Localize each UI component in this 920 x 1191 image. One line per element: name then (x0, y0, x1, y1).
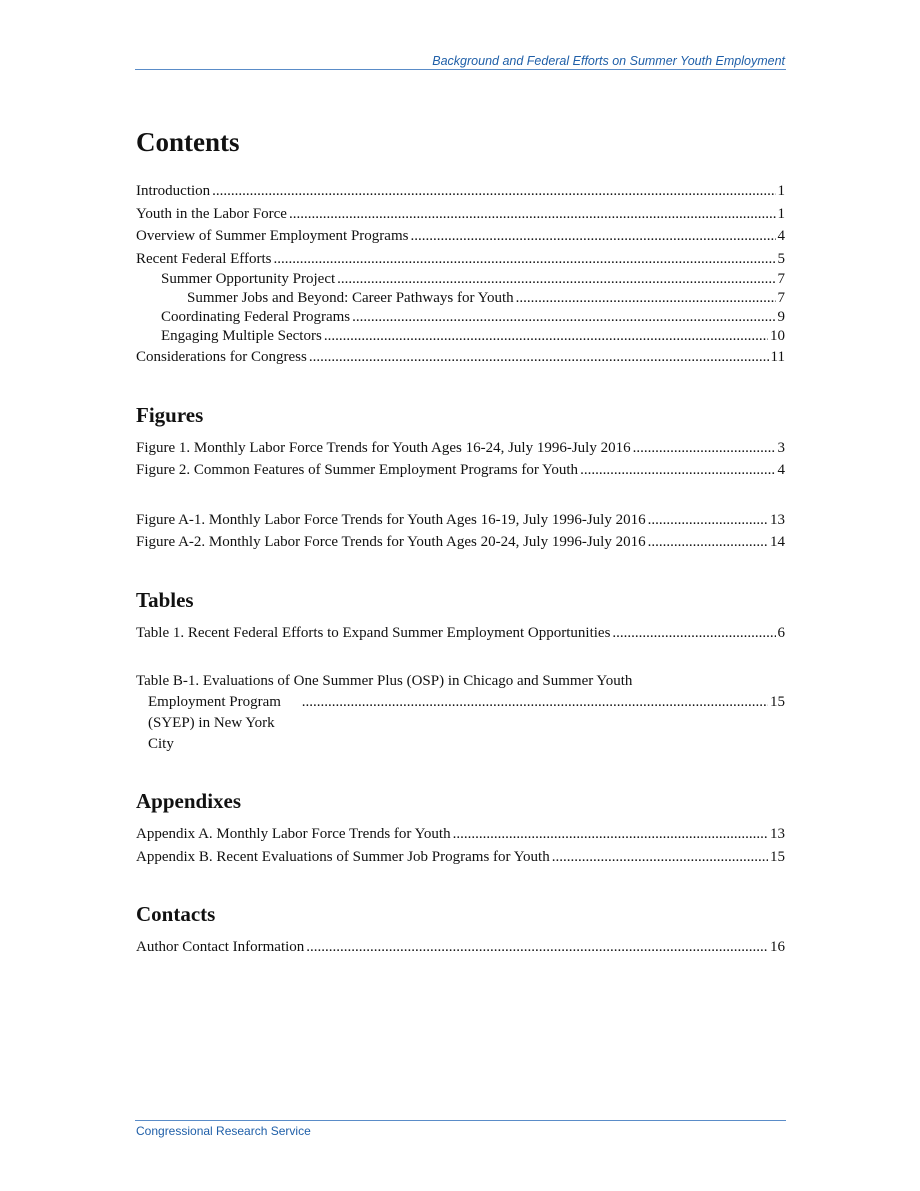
toc-entry-label: Appendix B. Recent Evaluations of Summer Job Programs for Youth (136, 848, 550, 865)
toc-entry-label: Figure A-2. Monthly Labor Force Trends for Youth Ages 20-24, July 1996-July 2016 (136, 534, 646, 550)
running-header: Background and Federal Efforts on Summer Youth Employment (432, 54, 785, 68)
toc-entry-author-contact[interactable] (136, 936, 785, 959)
toc-entry-appendix-b[interactable] (136, 846, 785, 869)
toc-entry-page: 11 (770, 349, 785, 365)
toc-entry-label: Coordinating Federal Programs (161, 309, 351, 325)
toc-entry-label: Recent Federal Efforts (136, 250, 272, 267)
dot-leader (352, 308, 775, 327)
toc-entry-label: Appendix A. Monthly Labor Force Trends for Youth (136, 826, 451, 842)
toc-entry-page: 16 (770, 939, 785, 955)
dot-leader (648, 509, 768, 532)
toc-entry-page: 15 (770, 848, 785, 865)
toc-entry-engaging-sectors[interactable] (136, 327, 785, 346)
toc-entry-page: 7 (777, 271, 785, 287)
contents-title: Contents (136, 127, 240, 157)
toc-entry-page: 4 (777, 228, 785, 244)
toc-entry-page: 7 (777, 290, 785, 306)
toc-entry-introduction[interactable] (136, 180, 785, 203)
toc-entry-overview-programs[interactable] (136, 225, 785, 248)
header-rule (135, 69, 786, 70)
dot-leader (289, 203, 776, 226)
toc-entry-figure-a1[interactable] (136, 509, 785, 532)
toc-entry-label: Youth in the Labor Force (136, 205, 287, 222)
tables-title: Tables (136, 587, 194, 612)
toc-entry-label: Figure A-1. Monthly Labor Force Trends for Youth Ages 16-19, July 1996-July 2016 (136, 511, 646, 528)
footer-rule (135, 1120, 786, 1121)
toc-entry-label: Summer Opportunity Project (161, 271, 336, 287)
toc-entry-figure-1[interactable] (136, 437, 785, 460)
toc-entry-page: 14 (770, 534, 785, 550)
toc-entry-youth-labor-force[interactable] (136, 203, 785, 226)
toc-entry-recent-federal-efforts[interactable] (136, 248, 785, 271)
dot-leader (324, 327, 768, 346)
footer-label: Congressional Research Service (136, 1124, 311, 1138)
toc-entry-label-line2: Employment Program (SYEP) in New York City (148, 694, 281, 752)
dot-leader (309, 346, 769, 369)
toc-entry-label: Summer Jobs and Beyond: Career Pathways for Youth (187, 290, 514, 306)
toc-entry-summer-opportunity[interactable] (136, 270, 785, 289)
toc-entry-page: 13 (770, 826, 785, 842)
toc-entry-summer-jobs-beyond[interactable] (136, 289, 785, 308)
toc-entry-page: 4 (777, 462, 785, 478)
dot-leader (633, 437, 776, 460)
dot-leader (337, 270, 775, 289)
toc-entry-label: Figure 1. Monthly Labor Force Trends for Youth Ages 16-24, July 1996-July 2016 (136, 439, 631, 456)
toc-entry-label: Figure 2. Common Features of Summer Employment Programs for Youth (136, 462, 579, 478)
toc-entry-label-line1: Table B-1. Evaluations of One Summer Plus (OSP) in Chicago and Summer Youth (136, 673, 633, 689)
toc-entry-label: Overview of Summer Employment Programs (136, 228, 409, 244)
toc-entry-page: 10 (770, 328, 785, 344)
toc-entry-label: Introduction (136, 183, 211, 199)
toc-entry-label: Author Contact Information (136, 939, 305, 955)
toc-entry-coordinating-programs[interactable] (136, 308, 785, 327)
dot-leader (648, 531, 768, 554)
contacts-title: Contacts (136, 902, 216, 926)
toc-entry-figure-a2[interactable] (136, 531, 785, 554)
toc-entry-considerations[interactable] (136, 346, 785, 369)
dot-leader (212, 180, 775, 203)
dot-leader (410, 225, 775, 248)
toc-entry-page: 5 (777, 250, 785, 267)
dot-leader (580, 459, 775, 482)
dot-leader (306, 936, 768, 959)
figures-title: Figures (136, 402, 204, 427)
toc-entry-page: 1 (777, 205, 785, 222)
dot-leader (612, 622, 775, 645)
appendixes-title: Appendixes (136, 789, 242, 813)
toc-entry-page: 6 (777, 624, 785, 641)
toc-entry-page: 1 (777, 183, 785, 199)
toc-entry-label: Table 1. Recent Federal Efforts to Expand Summer Employment Opportunities (136, 624, 611, 641)
toc-entry-page: 15 (770, 694, 785, 710)
dot-leader (453, 823, 768, 846)
toc-entry-page: 9 (777, 309, 785, 325)
toc-entry-table-b1[interactable] (136, 671, 785, 755)
toc-entry-page: 13 (770, 511, 785, 528)
table-of-contents (136, 124, 785, 959)
toc-entry-figure-2[interactable] (136, 459, 785, 482)
toc-entry-label: Engaging Multiple Sectors (161, 328, 322, 344)
toc-entry-table-1[interactable] (136, 622, 785, 645)
dot-leader (302, 692, 768, 713)
dot-leader (516, 289, 776, 308)
dot-leader (274, 248, 776, 271)
toc-entry-page: 3 (777, 439, 785, 456)
toc-entry-label: Considerations for Congress (136, 349, 307, 365)
toc-entry-appendix-a[interactable] (136, 823, 785, 846)
dot-leader (552, 846, 768, 869)
